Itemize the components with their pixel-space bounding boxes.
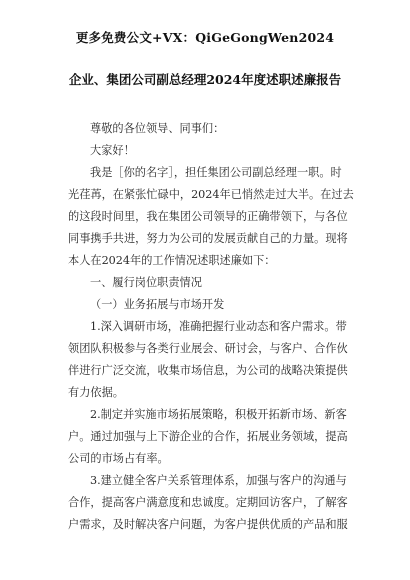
item-line: 伴进行广泛交流，收集市场信息，为公司的战略决策提供 (68, 364, 348, 377)
item-line: 公司的市场占有率。 (68, 452, 169, 465)
intro-line: 本人在2024年的工作情况述职述廉如下： (68, 254, 276, 267)
intro-paragraph (68, 162, 353, 272)
list-item (68, 316, 353, 404)
intro-line: 光荏苒，在紧张忙碌中，2024年已悄然走过大半。在过去 (68, 188, 354, 201)
list-item (68, 470, 353, 536)
list-item (68, 404, 353, 470)
intro-line: 同事携手共进，努力为公司的发展贡献自己的力量。现将 (68, 232, 348, 245)
document-body (68, 118, 353, 536)
intro-line: 的这段时间里，我在集团公司领导的正确带领下，与各位 (68, 210, 348, 223)
intro-line: 我是［你的名字］，担任集团公司副总经理一职。时 (90, 166, 342, 179)
item-line: 合作，提高客户满意度和忠诚度。定期回访客户，了解客 (68, 496, 348, 509)
promo-header: 更多免费公文+VX：QiGeGongWen2024 (75, 30, 335, 45)
salutation: 尊敬的各位领导、同事们： (90, 122, 225, 135)
item-line: 领团队积极参与各类行业展会、研讨会，与客户、合作伙 (68, 342, 348, 355)
subsection-heading: （一）业务拓展与市场开发 (90, 298, 225, 311)
item-line: 有力依据。 (68, 386, 124, 399)
item-line: 户需求，及时解决客户问题，为客户提供优质的产品和服 (68, 518, 348, 531)
section-heading: 一、履行岗位职责情况 (90, 276, 202, 289)
greeting: 大家好！ (90, 144, 135, 157)
item-line: 3.建立健全客户关系管理体系，加强与客户的沟通与 (90, 474, 347, 487)
page-title: 企业、集团公司副总经理2024年度述职述廉报告 (68, 72, 342, 87)
item-line: 2.制定并实施市场拓展策略，积极开拓新市场、新客 (90, 408, 347, 421)
item-line: 户。通过加强与上下游企业的合作，拓展业务领域，提高 (68, 430, 348, 443)
item-line: 1.深入调研市场，准确把握行业动态和客户需求。带 (90, 320, 347, 333)
